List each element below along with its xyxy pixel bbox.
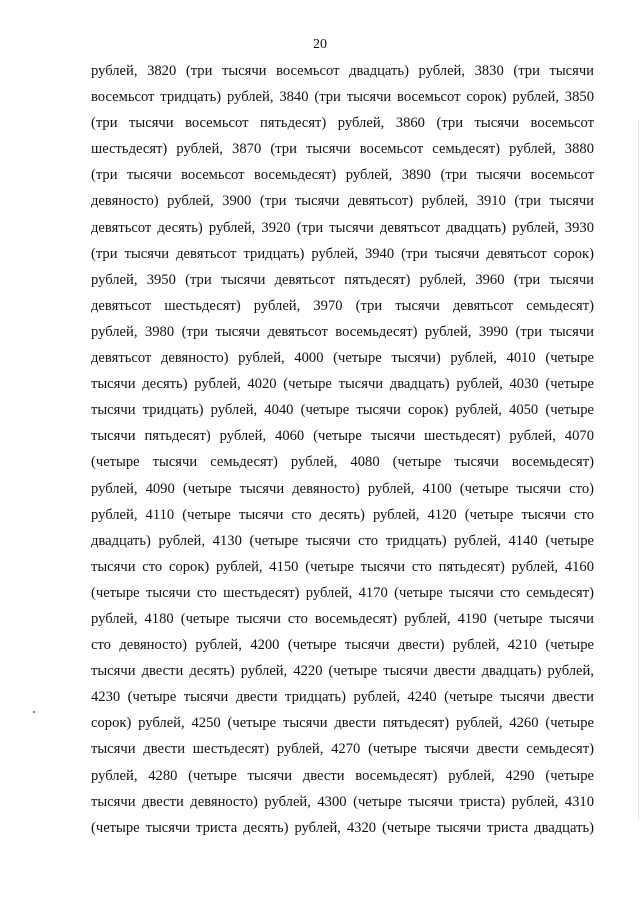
text-line: тысячи тридцать) рублей, 4040 (четыре тысячи сорок) рублей, 4050 (четыре xyxy=(91,402,594,419)
text-line: (три тысячи восемьсот пятьдесят) рублей, 3860 (три тысячи восемьсот xyxy=(91,115,594,132)
body-text xyxy=(91,58,594,841)
text-line: рублей, 4180 (четыре тысячи сто восемьдесят) рублей, 4190 (четыре тысячи xyxy=(91,610,594,627)
text-line: тысячи двести десять) рублей, 4220 (четыре тысячи двести двадцать) рублей, xyxy=(91,663,594,680)
text-line: рублей, 4110 (четыре тысячи сто десять) рублей, 4120 (четыре тысячи сто xyxy=(91,506,594,523)
scan-speck xyxy=(33,711,35,713)
page-number: 20 xyxy=(313,37,327,52)
text-line: рублей, 3820 (три тысячи восемьсот двадцать) рублей, 3830 (три тысячи xyxy=(91,63,594,79)
text-line: рублей, 4090 (четыре тысячи девяносто) рублей, 4100 (четыре тысячи сто) xyxy=(91,480,594,497)
text-line: тысячи сто сорок) рублей, 4150 (четыре тысячи сто пятьдесят) рублей, 4160 xyxy=(91,558,594,575)
scan-edge-shadow xyxy=(638,120,639,820)
text-line: (четыре тысячи триста десять) рублей, 4320 (четыре тысячи триста двадцать) xyxy=(91,819,594,836)
text-line: 4230 (четыре тысячи двести тридцать) рублей, 4240 (четыре тысячи двести xyxy=(91,689,594,706)
text-line: (три тысячи восемьсот восемьдесят) рублей, 3890 (три тысячи восемьсот xyxy=(91,167,594,184)
text-line: тысячи двести девяносто) рублей, 4300 (четыре тысячи триста) рублей, 4310 xyxy=(91,793,594,810)
text-line: рублей, 3980 (три тысячи девятьсот восемьдесят) рублей, 3990 (три тысячи xyxy=(91,323,594,340)
text-line: (четыре тысячи семьдесят) рублей, 4080 (четыре тысячи восемьдесят) xyxy=(91,454,594,471)
text-line: (четыре тысячи сто шестьдесят) рублей, 4170 (четыре тысячи сто семьдесят) xyxy=(91,584,594,601)
text-line: сорок) рублей, 4250 (четыре тысячи двести пятьдесят) рублей, 4260 (четыре xyxy=(91,715,594,732)
text-line: тысячи двести шестьдесят) рублей, 4270 (четыре тысячи двести семьдесят) xyxy=(91,741,594,758)
text-line: девятьсот девяносто) рублей, 4000 (четыре тысячи) рублей, 4010 (четыре xyxy=(91,350,594,367)
text-line: девяносто) рублей, 3900 (три тысячи девятьсот) рублей, 3910 (три тысячи xyxy=(91,193,594,210)
text-line: тысячи десять) рублей, 4020 (четыре тысячи двадцать) рублей, 4030 (четыре xyxy=(91,376,594,393)
text-line: рублей, 4280 (четыре тысячи двести восемьдесят) рублей, 4290 (четыре xyxy=(91,767,594,784)
text-line: восемьсот тридцать) рублей, 3840 (три тысячи восемьсот сорок) рублей, 3850 xyxy=(91,89,594,106)
text-line: тысячи пятьдесят) рублей, 4060 (четыре тысячи шестьдесят) рублей, 4070 xyxy=(91,428,594,445)
text-line: шестьдесят) рублей, 3870 (три тысячи восемьсот семьдесят) рублей, 3880 xyxy=(91,141,594,158)
text-line: девятьсот десять) рублей, 3920 (три тысячи девятьсот двадцать) рублей, 3930 xyxy=(91,219,594,236)
text-line: рублей, 3950 (три тысячи девятьсот пятьдесят) рублей, 3960 (три тысячи xyxy=(91,271,594,288)
text-line: двадцать) рублей, 4130 (четыре тысячи сто тридцать) рублей, 4140 (четыре xyxy=(91,532,594,549)
text-line: (три тысячи девятьсот тридцать) рублей, 3940 (три тысячи девятьсот сорок) xyxy=(91,245,594,262)
text-line: сто девяносто) рублей, 4200 (четыре тысячи двести) рублей, 4210 (четыре xyxy=(91,637,594,654)
text-line: девятьсот шестьдесят) рублей, 3970 (три тысячи девятьсот семьдесят) xyxy=(91,297,594,314)
